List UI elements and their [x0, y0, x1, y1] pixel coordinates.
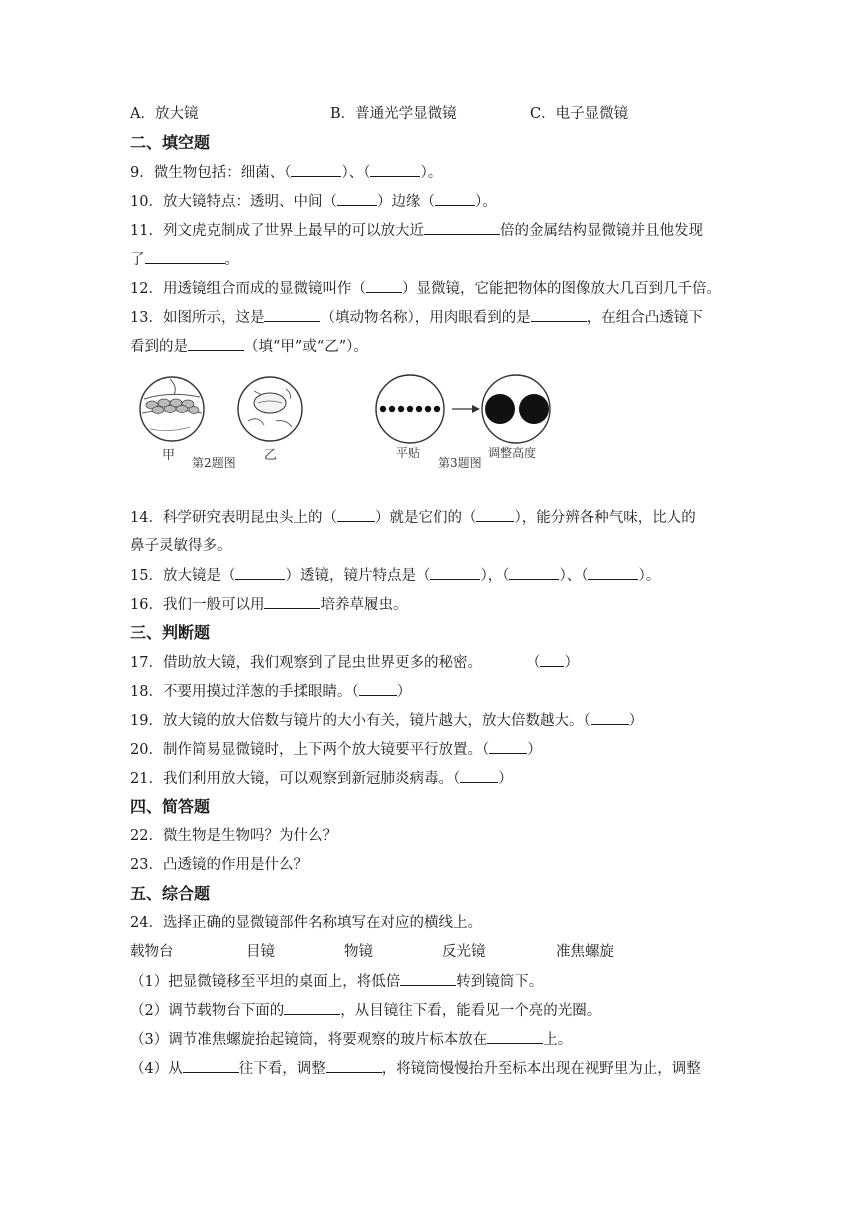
answer-blank[interactable] — [359, 681, 397, 696]
question-20 — [130, 739, 740, 768]
q20-text-b: ） — [527, 742, 542, 758]
answer-blank[interactable] — [489, 739, 527, 754]
answer-blank[interactable] — [188, 336, 244, 351]
word-objective: 物镜 — [344, 944, 373, 960]
question-11 — [130, 220, 740, 249]
q18-text-a: 18．不要用摸过洋葱的手揉眼睛。（ — [130, 684, 359, 700]
answer-blank[interactable] — [337, 191, 377, 206]
q9-text-b: ）、（ — [341, 165, 371, 181]
word-focus-knob: 准焦螺旋 — [556, 944, 614, 960]
q10-text-a: 10．放大镜特点：透明、中间（ — [130, 194, 337, 210]
q11-text-b: 倍的金属结构显微镜并且他发现 — [499, 223, 703, 239]
question-13-cont — [130, 336, 740, 363]
caption-figure-3: 第3题图 — [438, 456, 482, 470]
q12-text-a: 12．用透镜组合而成的显微镜叫作（ — [130, 281, 366, 297]
figure-svg — [130, 369, 570, 497]
answer-blank[interactable] — [588, 565, 638, 580]
answer-blank[interactable] — [284, 1000, 340, 1015]
q16-text-b: 培养草履虫。 — [320, 597, 408, 613]
word-eyepiece: 目镜 — [246, 944, 275, 960]
answer-blank[interactable] — [337, 507, 375, 522]
answer-blank[interactable] — [531, 307, 587, 322]
question-11-cont — [130, 249, 740, 278]
q13-text-b: （填动物名称），用肉眼看到的是 — [320, 310, 531, 326]
step2-text-a: （2）调节载物台下面的 — [130, 1003, 285, 1019]
question-9 — [130, 162, 740, 191]
organism-view-illustration — [238, 377, 302, 441]
q16-text-a: 16．我们一般可以用 — [130, 597, 265, 613]
question-22: 22．微生物是生物吗？为什么？ — [130, 828, 337, 844]
q12-text-b: ）显微镜，它能把物体的图像放大几百到几千倍。 — [401, 281, 721, 297]
option-b: B．普通光学显微镜 — [330, 106, 457, 122]
answer-blank[interactable] — [326, 1058, 382, 1073]
q13-text-c: ，在组合凸透镜下 — [586, 310, 703, 326]
answer-blank[interactable] — [476, 507, 514, 522]
question-24-step-4 — [130, 1058, 740, 1087]
label-adjust-height: 调整高度 — [488, 446, 537, 460]
answer-blank[interactable] — [540, 652, 564, 667]
q14-text-d: 鼻子灵敏得多。 — [130, 538, 232, 554]
question-14-cont — [130, 536, 740, 565]
q11-text-d: 。 — [224, 252, 239, 268]
answer-blank[interactable] — [291, 162, 341, 177]
section-short-answer: 四、简答题 — [130, 797, 211, 816]
q14-text-b: ）就是它们的（ — [374, 510, 477, 526]
q15-text-d: ）、（ — [559, 568, 589, 584]
q14-text-a: 14．科学研究表明昆虫头上的（ — [130, 510, 337, 526]
question-16 — [130, 594, 740, 623]
figure-illustrations — [130, 369, 740, 497]
question-19 — [130, 710, 740, 739]
question-18 — [130, 681, 740, 710]
question-24-step-3 — [130, 1029, 740, 1058]
q17-text-b: （ — [525, 655, 541, 671]
q20-text-a: 20．制作简易显微镜时，上下两个放大镜要平行放置。（ — [130, 742, 490, 758]
flat-lens-illustration — [376, 375, 444, 443]
q14-text-c: ），能分辨各种气味，比人的 — [514, 510, 696, 526]
worksheet — [130, 104, 740, 1087]
q17-text-a: 17．借助放大镜，我们观察到了昆虫世界更多的秘密。 — [130, 655, 482, 671]
step4-text-a: （4）从 — [130, 1061, 183, 1077]
option-a: A．放大镜 — [130, 106, 199, 122]
answer-blank[interactable] — [400, 971, 456, 986]
label-jia: 甲 — [162, 448, 176, 463]
step3-text-b: 上。 — [543, 1032, 573, 1048]
answer-blank[interactable] — [366, 278, 402, 293]
question-24-step-2 — [130, 1000, 740, 1029]
q9-text-c: ）。 — [420, 165, 443, 181]
q8-options — [130, 104, 740, 133]
step2-text-b: ，从目镜往下看，能看见一个亮的光圈。 — [340, 1003, 602, 1019]
caption-figure-2: 第2题图 — [192, 456, 236, 470]
word-mirror: 反光镜 — [442, 944, 486, 960]
q15-text-e: ）。 — [638, 568, 661, 584]
step1-text-a: （1）把显微镜移至平坦的桌面上，将低倍 — [130, 974, 401, 990]
question-12 — [130, 278, 740, 307]
answer-blank[interactable] — [235, 565, 285, 580]
answer-blank[interactable] — [264, 594, 320, 609]
q11-text-a: 11．列文虎克制成了世界上最早的可以放大近 — [130, 223, 424, 239]
question-23: 23．凸透镜的作用是什么？ — [130, 857, 308, 873]
question-15 — [130, 565, 740, 594]
question-14 — [130, 507, 740, 536]
section-comprehensive: 五、综合题 — [130, 884, 211, 903]
q11-text-c: 了 — [130, 252, 145, 268]
question-24-step-1 — [130, 971, 740, 1000]
answer-blank[interactable] — [183, 1058, 239, 1073]
q21-text-b: ） — [498, 771, 513, 787]
label-yi: 乙 — [264, 448, 278, 463]
answer-blank[interactable] — [509, 565, 559, 580]
option-c: C．电子显微镜 — [530, 106, 629, 122]
q10-text-b: ）边缘（ — [376, 194, 435, 210]
step4-text-c: ，将镜筒慢慢抬升至标本出现在视野里为止，调整 — [381, 1061, 701, 1077]
answer-blank[interactable] — [460, 768, 498, 783]
word-stage: 载物台 — [130, 944, 174, 960]
question-24: 24．选择正确的显微镜部件名称填写在对应的横线上。 — [130, 915, 482, 931]
q17-text-c: ） — [564, 655, 579, 671]
step4-text-b: 往下看，调整 — [238, 1061, 326, 1077]
answer-blank[interactable] — [264, 307, 320, 322]
answer-blank[interactable] — [435, 191, 475, 206]
q18-text-b: ） — [396, 684, 412, 700]
q9-text-a: 9．微生物包括：细菌、（ — [130, 165, 292, 181]
label-flat: 平贴 — [396, 446, 421, 460]
answer-blank[interactable] — [370, 162, 420, 177]
question-13 — [130, 307, 740, 336]
question-10 — [130, 191, 740, 220]
q19-text-b: ） — [628, 713, 644, 729]
section-true-false: 三、判断题 — [130, 623, 211, 642]
arrow-right-icon — [452, 405, 480, 413]
step3-text-a: （3）调节准焦螺旋抬起镜筒，将要观察的玻片标本放在 — [130, 1032, 488, 1048]
q21-text-a: 21．我们利用放大镜，可以观察到新冠肺炎病毒。（ — [130, 771, 461, 787]
answer-blank[interactable] — [430, 565, 480, 580]
answer-blank[interactable] — [424, 220, 500, 235]
word-bank — [130, 942, 740, 971]
question-17 — [130, 652, 740, 681]
question-21 — [130, 768, 740, 797]
q15-text-c: ），（ — [480, 568, 510, 584]
adjusted-height-illustration — [482, 375, 550, 443]
q15-text-a: 15．放大镜是（ — [130, 568, 236, 584]
q13-text-a: 13．如图所示，这是 — [130, 310, 265, 326]
section-fill-in: 二、填空题 — [130, 133, 211, 152]
q15-text-b: ）透镜，镜片特点是（ — [285, 568, 431, 584]
q10-text-c: ）。 — [474, 194, 497, 210]
answer-blank[interactable] — [145, 249, 225, 264]
cells-view-illustration — [140, 377, 204, 441]
step1-text-b: 转到镜筒下。 — [456, 974, 544, 990]
answer-blank[interactable] — [591, 710, 629, 725]
answer-blank[interactable] — [487, 1029, 543, 1044]
q13-text-e: （填“甲”或“乙”）。 — [244, 339, 368, 355]
q13-text-d: 看到的是 — [130, 339, 188, 355]
q19-text-a: 19．放大镜的放大倍数与镜片的大小有关，镜片越大，放大倍数越大。（ — [130, 713, 591, 729]
